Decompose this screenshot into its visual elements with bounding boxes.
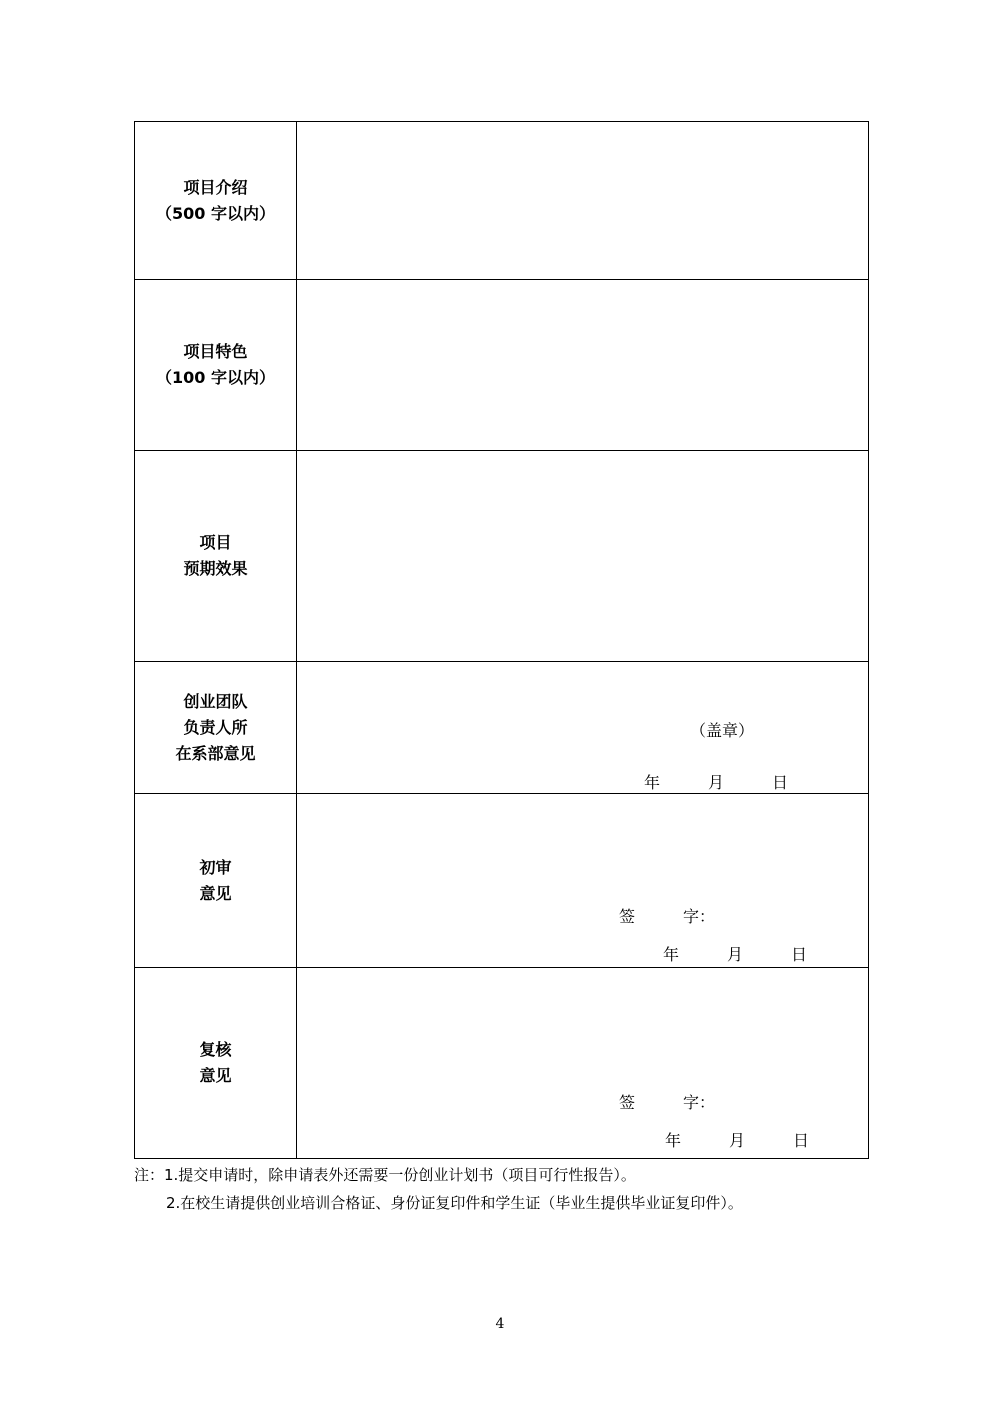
expected-results-row [135, 451, 868, 662]
signature-line: 签 字： [619, 907, 716, 926]
final-review-field[interactable] [297, 968, 868, 1158]
signature-line: 签 字： [619, 1093, 716, 1112]
project-intro-label [135, 122, 297, 279]
initial-review-label [135, 794, 297, 967]
department-opinion-label [135, 662, 297, 793]
project-features-label [135, 280, 297, 450]
department-opinion-row [135, 662, 868, 794]
final-review-label [135, 968, 297, 1158]
project-features-field[interactable] [297, 280, 868, 450]
date-line: 年 月 日 [665, 1131, 810, 1150]
initial-review-field[interactable] [297, 794, 868, 967]
label-line: （500 字以内） [156, 203, 275, 223]
seal-text: （盖章） [690, 721, 755, 740]
page-number: 4 [495, 1316, 505, 1332]
expected-results-field[interactable] [297, 451, 868, 661]
note-line-1: 注：1.提交申请时，除申请表外还需要一份创业计划书（项目可行性报告）。 [134, 1166, 636, 1184]
initial-review-row [135, 794, 868, 968]
label-line: 初审 [199, 857, 232, 877]
label-line: 意见 [199, 883, 232, 903]
label-line: 项目特色 [183, 342, 248, 361]
expected-results-label [135, 451, 297, 661]
project-features-row [135, 280, 868, 451]
final-review-row [135, 968, 868, 1158]
label-line: 项目介绍 [183, 177, 248, 197]
date-line: 年 月 日 [663, 945, 808, 964]
label-line: （100 字以内） [156, 368, 275, 387]
project-intro-field[interactable] [297, 122, 868, 279]
label-line: 意见 [199, 1066, 232, 1085]
label-line: 预期效果 [183, 559, 248, 578]
label-line: 创业团队 [183, 691, 248, 711]
label-line: 复核 [199, 1040, 232, 1059]
label-line: 项目 [199, 533, 232, 552]
label-line: 负责人所 [183, 717, 248, 737]
note-line-2: 2.在校生请提供创业培训合格证、身份证复印件和学生证（毕业生提供毕业证复印件）。 [166, 1194, 743, 1212]
department-opinion-field[interactable] [297, 662, 868, 793]
application-form-table [134, 121, 869, 1159]
project-intro-row [135, 122, 868, 280]
date-line: 年 月 日 [644, 773, 789, 792]
label-line: 在系部意见 [175, 743, 256, 763]
form-notes [134, 1161, 743, 1217]
